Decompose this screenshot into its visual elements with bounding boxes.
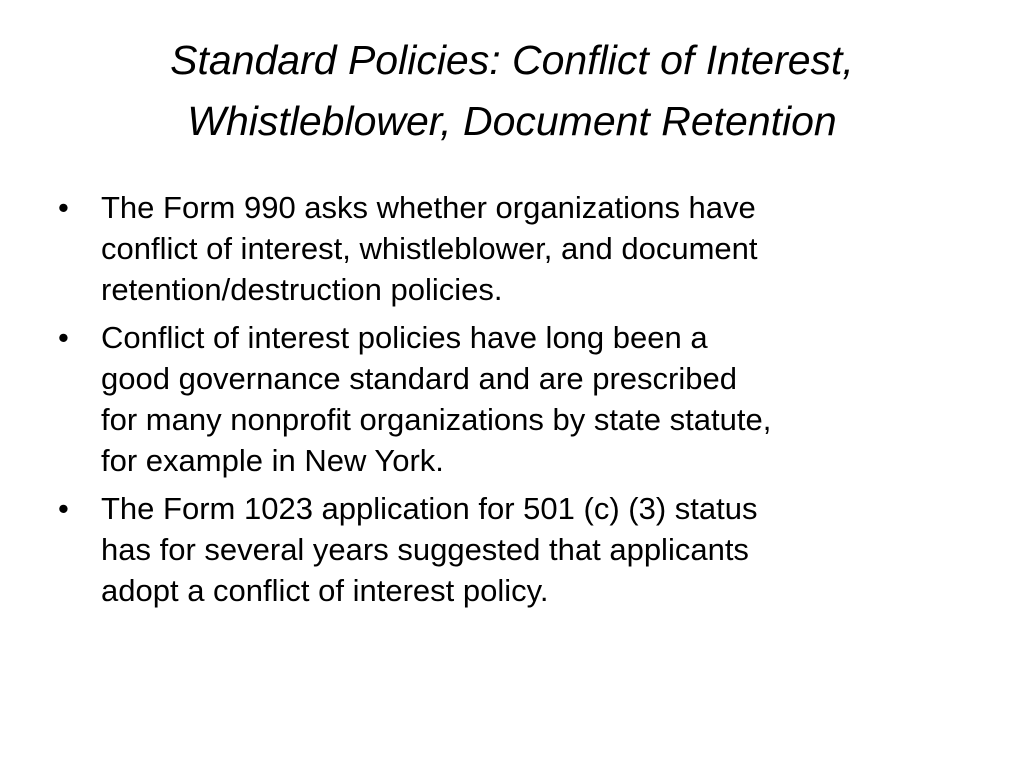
bullet-line: The Form 1023 application for 501 (c) (3) status — [101, 491, 758, 526]
bullet-item-conflict-policies — [58, 317, 988, 481]
bullet-icon: • — [58, 320, 69, 355]
bullet-line: retention/destruction policies. — [101, 272, 503, 307]
slide-title — [40, 30, 984, 152]
bullet-line: The Form 990 asks whether organizations have — [101, 190, 756, 225]
bullet-line: good governance standard and are prescribed — [101, 361, 737, 396]
bullet-icon: • — [58, 491, 69, 526]
title-line-2: Whistleblower, Document Retention — [187, 98, 837, 144]
bullet-line: adopt a conflict of interest policy. — [101, 573, 549, 608]
bullet-line: has for several years suggested that applicants — [101, 532, 749, 567]
bullet-icon: • — [58, 190, 69, 225]
bullet-text — [101, 488, 988, 611]
bullet-line: for many nonprofit organizations by state statute, — [101, 402, 772, 437]
bullet-line: for example in New York. — [101, 443, 444, 478]
title-line-1: Standard Policies: Conflict of Interest, — [170, 37, 854, 83]
bullet-line: Conflict of interest policies have long been a — [101, 320, 708, 355]
bullet-list — [58, 187, 988, 618]
bullet-text — [101, 317, 988, 481]
bullet-item-form-990 — [58, 187, 988, 310]
bullet-text — [101, 187, 988, 310]
bullet-item-form-1023 — [58, 488, 988, 611]
bullet-line: conflict of interest, whistleblower, and document — [101, 231, 758, 266]
